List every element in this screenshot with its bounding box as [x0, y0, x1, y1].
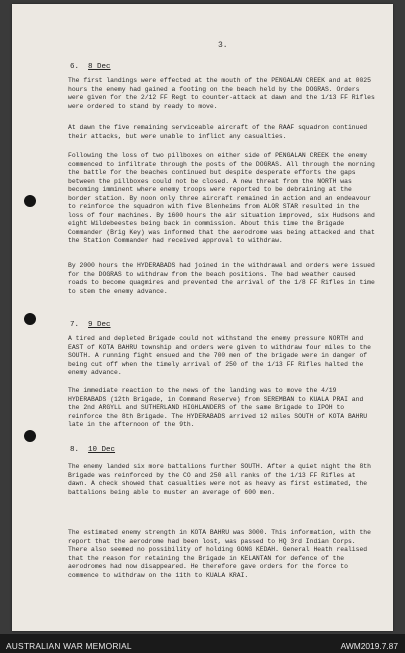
section-date: 8 Dec [88, 63, 111, 71]
page-number: 3. [218, 41, 228, 50]
paragraph: Following the loss of two pillboxes on either side of PENGALAN CREEK the enemy commenced to infiltrate through the posts of the DOGRAS. All through the morning the battle for the beaches continued but despite desperate efforts the gaps between the pillboxes could not be closed. A new threat from the NORTH was becoming imminent where enemy troops were reported to be debraining at the border station. By noon only three aircraft remained in action and an endeavour to reinforce the squadron with five Blenheims from ALOR STAR resulted in the loss of four machines. By 1600 hours the air situation improved, six Hudsons and eight Wildebeestes being back in commission. About this time the Brigade Commander (Brig Key) was informed that the aerodrome was being attacked and that the Station Commander had received approval to withdraw. [68, 152, 375, 244]
paragraph: The estimated enemy strength in KOTA BAHRU was 3000. This information, with the report that the aerodrome had been lost, was passed to HQ 3rd Indian Corps. There also seemed no possibility of holding GONG KEDAH. General Heath realised that the reason for retaining the Brigade in KELANTAN for defence of the aerodromes had now disappeared. He therefore gave orders for the force to commence to withdraw on the 11th to KUALA KRAI. [68, 529, 371, 579]
section-date: 9 Dec [88, 321, 111, 329]
footer-accession: AWM2019.7.87 [340, 641, 398, 651]
paragraph: At dawn the five remaining serviceable aircraft of the RAAF squadron continued their attacks, but were unable to inflict any casualties. [68, 124, 368, 140]
paragraph: The enemy landed six more battalions further SOUTH. After a quiet night the 8th Brigade was reinforced by the CO and 250 all ranks of the 1/13 FF Rifles at dawn. A check showed that casualties were not as heavy as first estimated, the battalions being able to muster an average of 600 men. [68, 463, 371, 496]
footer-credit: AUSTRALIAN WAR MEMORIAL [6, 641, 132, 651]
section-heading [70, 63, 111, 71]
section-number: 7. [70, 321, 80, 329]
section-date: 10 Dec [88, 446, 116, 454]
paragraph: A tired and depleted Brigade could not withstand the enemy pressure NORTH and EAST of KOTA BAHRU township and orders were given to withdraw four miles to the SOUTH. A running fight ensued and the 700 men of the brigade were in danger of being cut off when the timely arrival of 250 of the 1/13 FF Rifles halted the enemy advance. [68, 335, 371, 376]
section-heading [70, 321, 111, 329]
section-number: 8. [70, 446, 80, 454]
binder-hole [24, 195, 36, 207]
paragraph: By 2000 hours the HYDERABADS had joined in the withdrawal and orders were issued for the DOGRAS to withdraw from the beach positions. The bad weather caused roads to become quagmires and prevented the arrival of the 1/8 FF Rifles in time to stem the enemy advance. [68, 262, 375, 295]
paragraph: The first landings were effected at the mouth of the PENGALAN CREEK and at 0025 hours the enemy had gained a footing on the beach held by the DOGRAS. Orders were given for the 2/12 FF Regt to counter-attack at dawn and the 1/13 FF Rifles were ordered to stand by ready to move. [68, 77, 375, 110]
section-number: 6. [70, 63, 80, 71]
binder-hole [24, 313, 36, 325]
binder-hole [24, 430, 36, 442]
paragraph: The immediate reaction to the news of the landing was to move the 4/19 HYDERABADS (12th Brigade, in Command Reserve) from SEREMBAN to KUALA PRAI and the 2nd ARGYLL and SUTHERLAND HIGHLANDERS of the same Brigade to IPOH to reinforce the 8th Brigade. The HYDERABADS arrived 12 miles SOUTH of KOTA BAHRU late in the afternoon of the 9th. [68, 387, 368, 428]
footer-bar [0, 634, 405, 653]
section-heading [70, 446, 115, 454]
